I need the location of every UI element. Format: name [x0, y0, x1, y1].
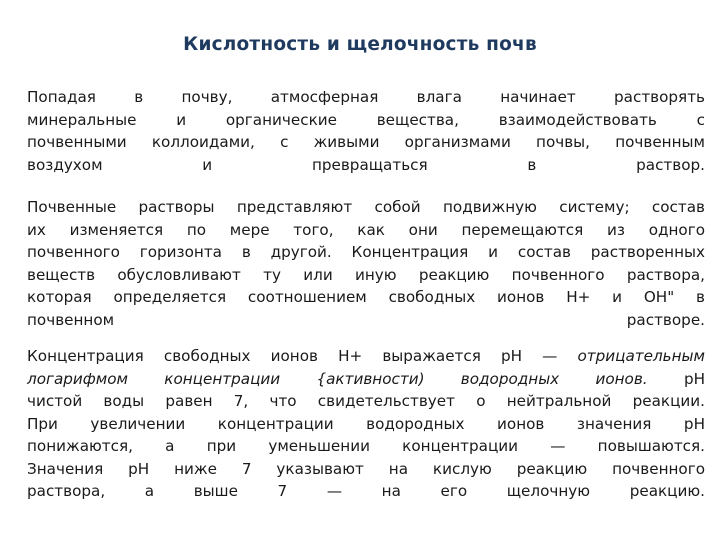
paragraph-1 [27, 86, 705, 176]
paragraph-3-line: чистой воды равен 7, что свидетельствует о нейтральной реакции. [27, 392, 705, 410]
paragraph-1-line: воздухом и превращаться в раствор. [27, 155, 705, 174]
paragraph-2-line: Почвенные растворы представляют собой подвижную систему; состав [27, 198, 705, 216]
paragraph-2-line: их изменяется по мере того, как они перемещаются из одного [27, 220, 705, 239]
paragraph-2-line: почвенного горизонта в другой. Концентрация и состав растворенных [27, 243, 705, 261]
paragraph-3-line: При увеличении концентрации водородных ионов значения рН [27, 414, 705, 433]
paragraph-3-line2-text: рН [647, 369, 706, 388]
paragraph-1-line: минеральные и органические вещества, взаимодействовать с [27, 110, 705, 129]
paragraph-3 [27, 345, 705, 503]
paragraph-3-line: Значения рН ниже 7 указывают на кислую реакцию почвенного [27, 459, 705, 478]
paragraph-1-line: почвенными коллоидами, с живыми организмами почвы, почвенным [27, 133, 705, 151]
paragraph-3-line [27, 368, 705, 391]
paragraph-3-line1-text: Концентрация свободных ионов Н+ выражается рН — [27, 347, 578, 365]
paragraph-1-line: Попадая в почву, атмосферная влага начинает растворять [27, 88, 705, 106]
paragraph-2-line: почвенном растворе. [27, 310, 705, 329]
paragraph-3-line [27, 345, 705, 368]
paragraph-2-line: веществ обусловливают ту или иную реакцию почвенного раствора, [27, 265, 705, 284]
paragraph-2-line: которая определяется соотношением свободных ионов Н+ и ОН" в [27, 288, 705, 306]
paragraph-2 [27, 196, 705, 331]
paragraph-3-line1-italic: отрицательным [577, 347, 705, 365]
slide-title: Кислотность и щелочность почв [183, 34, 537, 55]
paragraph-3-line2-italic: логарифмом концентрации {активности) водородных ионов. [27, 369, 648, 388]
paragraph-3-line: понижаются, а при уменьшении концентрации — повышаются. [27, 437, 705, 455]
paragraph-3-line: раствора, а выше 7 — на его щелочную реакцию. [27, 482, 705, 500]
